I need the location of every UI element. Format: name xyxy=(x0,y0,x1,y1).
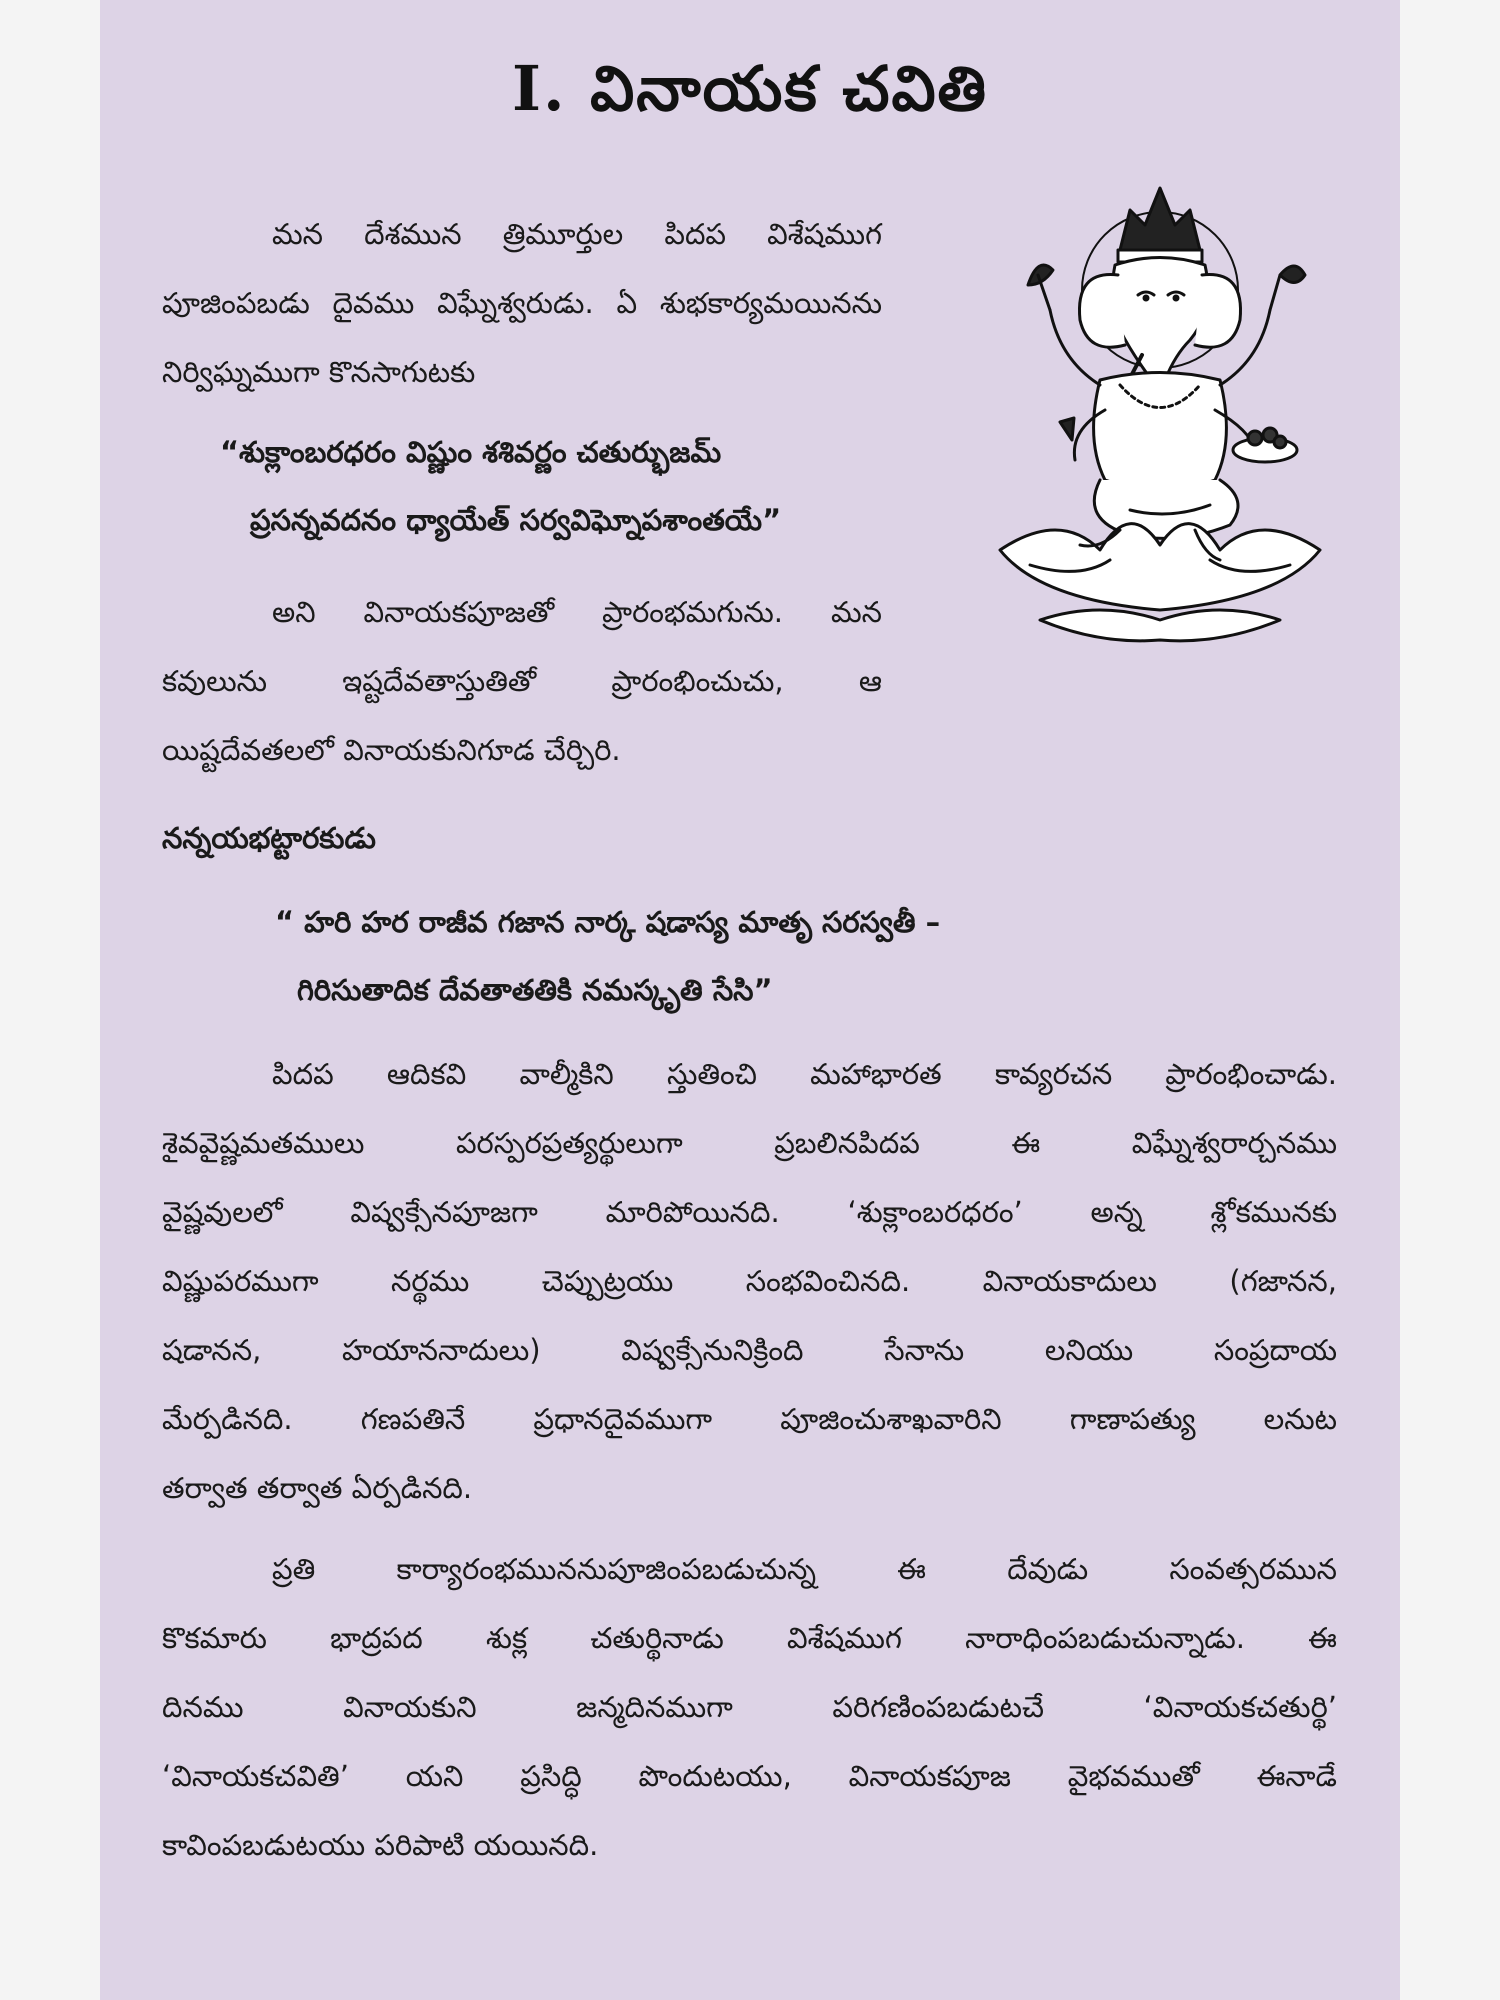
para2-line-1: అని వినాయకపూజతో ప్రారంభమగును. మన xyxy=(272,595,882,629)
para3-line-4: విష్ణుపరముగా నర్థము చెప్పుట్రయు సంభవించినది. వినాయకాదులు (గజానన, xyxy=(162,1264,1337,1298)
shloka-line-2: ప్రసన్నవదనం ధ్యాయేత్ సర్వవిఘ్నోపశాంతయే” xyxy=(250,503,782,537)
para4-line-3: దినము వినాయకుని జన్మదినముగా పరిగణింపబడుటచే ‘వినాయకచతుర్థి’ xyxy=(162,1690,1337,1724)
book-page xyxy=(100,0,1400,2000)
para3-line-6: మేర్పడినది. గణపతినే ప్రధానదైవముగా పూజించుశాఖవారిని గాణాపత్యు లనుట xyxy=(162,1402,1337,1436)
para2-line-3: యిష్టదేవతలలో వినాయకునిగూడ చేర్చిరి. xyxy=(162,733,621,767)
poem-verse xyxy=(275,888,1335,1024)
section-heading: నన్నయభట్టారకుడు xyxy=(162,821,376,855)
para3-line-1: పిదప ఆదికవి వాల్మీకిని స్తుతించి మహాభారత కావ్యరచన ప్రారంభించాడు. xyxy=(272,1057,1337,1091)
paragraph-3 xyxy=(162,1040,1337,1523)
intro-line-3: నిర్విఘ్నముగా కొనసాగుటకు xyxy=(162,355,476,389)
intro-line-1: మన దేశమున త్రిమూర్తుల పిదప విశేషముగ xyxy=(272,217,882,251)
para3-line-7: తర్వాత తర్వాత ఏర్పడినది. xyxy=(162,1471,473,1505)
poem-line-1: “ హరి హర రాజీవ గజాన నార్క షడాస్య మాతృ సరస్వతీ – xyxy=(275,905,941,939)
ganesha-on-lotus-icon xyxy=(980,180,1340,650)
para3-line-2: శైవవైష్ణమతములు పరస్పరప్రత్యర్థులుగా ప్రబలినపిదప ఈ విఘ్నేశ్వరార్చనము xyxy=(162,1126,1337,1160)
shloka-verse xyxy=(220,418,940,554)
paragraph-2 xyxy=(162,578,882,785)
para3-line-3: వైష్ణవులలో విష్వక్సేనపూజగా మారిపోయినది. ‘శుక్లాంబరధరం’ అన్న శ్లోకమునకు xyxy=(162,1195,1337,1229)
chapter-title: I. వినాయక చవితి xyxy=(511,52,989,125)
para4-line-4: ‘వినాయకచవితి’ యని ప్రసిద్ధి పొందుటయు, వినాయకపూజ వైభవముతో ఈనాడే xyxy=(162,1759,1337,1793)
poem-line-2: గిరిసుతాదిక దేవతాతతికి నమస్కృతి సేసి” xyxy=(297,973,773,1007)
intro-line-2: పూజింపబడు దైవము విఘ్నేశ్వరుడు. ఏ శుభకార్యమయినను xyxy=(162,286,882,320)
para4-line-2: కొకమారు భాద్రపద శుక్ల చతుర్థినాడు విశేషముగ నారాధింపబడుచున్నాడు. ఈ xyxy=(162,1621,1337,1655)
para2-line-2: కవులును ఇష్టదేవతాస్తుతితో ప్రారంభించుచు, ఆ xyxy=(162,664,882,698)
para3-line-5: షడానన, హయాననాదులు) విష్వక్సేనునిక్రింది సేనాను లనియు సంప్రదాయ xyxy=(162,1333,1337,1367)
para4-line-1: ప్రతి కార్యారంభముననుపూజింపబడుచున్న ఈ దేవుడు సంవత్సరమున xyxy=(272,1552,1337,1586)
paragraph-4 xyxy=(162,1535,1337,1880)
para4-line-5: కావింపబడుటయు పరిపాటి యయినది. xyxy=(162,1828,599,1862)
shloka-line-1: “శుక్లాంబరధరం విష్ణుం శశివర్ణం చతుర్భుజమ్ xyxy=(220,435,722,469)
intro-paragraph xyxy=(162,200,882,407)
